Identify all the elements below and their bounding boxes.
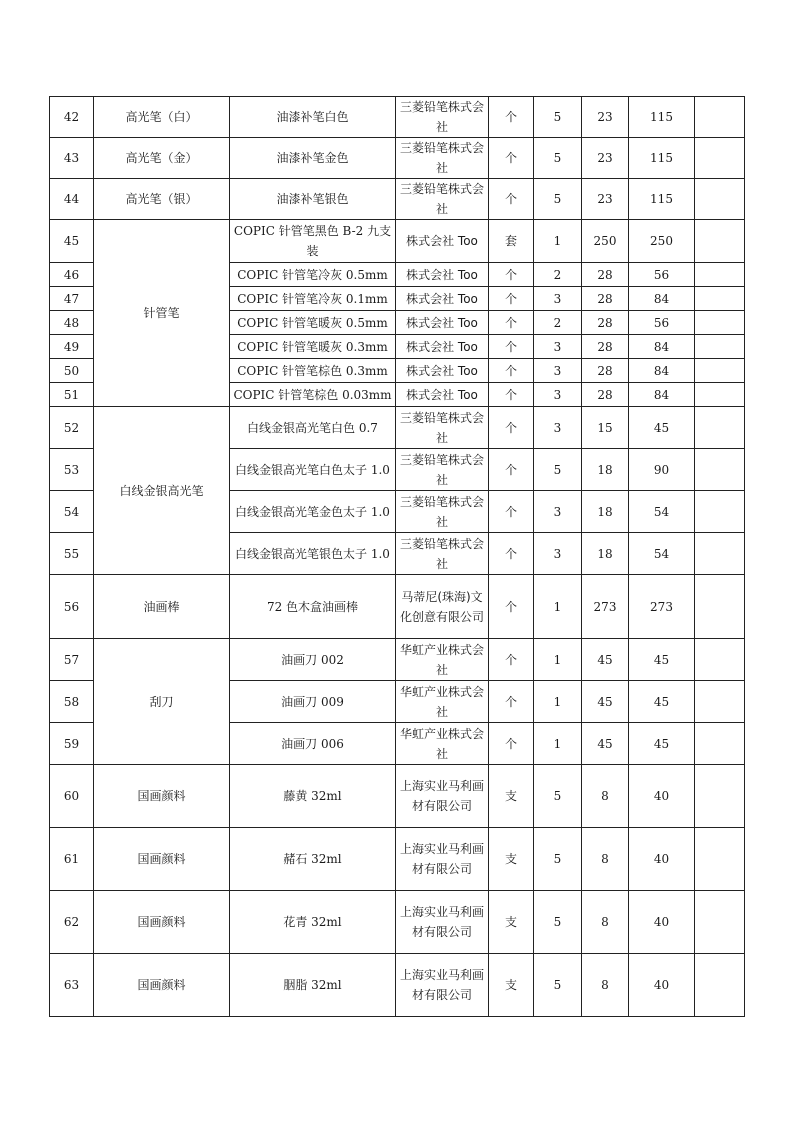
category-cell: 高光笔（银） — [94, 179, 230, 220]
unit-cell: 支 — [489, 765, 534, 828]
note-cell — [695, 179, 745, 220]
quantity-cell: 5 — [534, 828, 582, 891]
product-name: 花青 32ml — [230, 891, 396, 954]
manufacturer: 株式会社 Too — [396, 220, 489, 263]
table-row — [50, 828, 745, 891]
note-cell — [695, 311, 745, 335]
quantity-cell: 5 — [534, 138, 582, 179]
product-name: 72 色木盒油画棒 — [230, 575, 396, 639]
note-cell — [695, 407, 745, 449]
product-name: 白线金银高光笔金色太子 1.0 — [230, 491, 396, 533]
category-cell: 国画颜料 — [94, 765, 230, 828]
unit-price: 45 — [582, 723, 629, 765]
unit-cell: 个 — [489, 138, 534, 179]
row-number: 62 — [50, 891, 94, 954]
unit-price: 18 — [582, 449, 629, 491]
unit-cell: 个 — [489, 407, 534, 449]
product-name: 赭石 32ml — [230, 828, 396, 891]
table-row — [50, 891, 745, 954]
product-name: 油漆补笔银色 — [230, 179, 396, 220]
category-cell: 高光笔（金） — [94, 138, 230, 179]
unit-price: 28 — [582, 311, 629, 335]
manufacturer: 株式会社 Too — [396, 359, 489, 383]
product-name: 胭脂 32ml — [230, 954, 396, 1017]
note-cell — [695, 335, 745, 359]
row-number: 60 — [50, 765, 94, 828]
total-amount: 40 — [629, 828, 695, 891]
quantity-cell: 3 — [534, 287, 582, 311]
total-amount: 54 — [629, 491, 695, 533]
product-name: 油画刀 002 — [230, 639, 396, 681]
table-row — [50, 575, 745, 639]
quantity-cell: 1 — [534, 681, 582, 723]
note-cell — [695, 639, 745, 681]
unit-price: 273 — [582, 575, 629, 639]
total-amount: 45 — [629, 639, 695, 681]
row-number: 45 — [50, 220, 94, 263]
note-cell — [695, 449, 745, 491]
note-cell — [695, 533, 745, 575]
category-cell: 国画颜料 — [94, 954, 230, 1017]
quantity-cell: 3 — [534, 407, 582, 449]
unit-price: 28 — [582, 287, 629, 311]
quantity-cell: 1 — [534, 220, 582, 263]
unit-cell: 个 — [489, 311, 534, 335]
quantity-cell: 1 — [534, 723, 582, 765]
total-amount: 84 — [629, 383, 695, 407]
unit-cell: 个 — [489, 491, 534, 533]
category-cell: 刮刀 — [94, 639, 230, 765]
table-row — [50, 765, 745, 828]
unit-price: 8 — [582, 828, 629, 891]
row-number: 51 — [50, 383, 94, 407]
note-cell — [695, 765, 745, 828]
quantity-cell: 5 — [534, 97, 582, 138]
row-number: 63 — [50, 954, 94, 1017]
manufacturer: 三菱铅笔株式会社 — [396, 533, 489, 575]
note-cell — [695, 491, 745, 533]
unit-price: 23 — [582, 179, 629, 220]
manufacturer: 株式会社 Too — [396, 383, 489, 407]
manufacturer: 三菱铅笔株式会社 — [396, 449, 489, 491]
row-number: 50 — [50, 359, 94, 383]
note-cell — [695, 383, 745, 407]
unit-price: 8 — [582, 891, 629, 954]
quantity-cell: 5 — [534, 891, 582, 954]
unit-price: 23 — [582, 97, 629, 138]
note-cell — [695, 97, 745, 138]
unit-price: 28 — [582, 335, 629, 359]
note-cell — [695, 287, 745, 311]
total-amount: 56 — [629, 311, 695, 335]
row-number: 43 — [50, 138, 94, 179]
total-amount: 115 — [629, 97, 695, 138]
unit-price: 28 — [582, 383, 629, 407]
table-row — [50, 954, 745, 1017]
manufacturer: 三菱铅笔株式会社 — [396, 407, 489, 449]
total-amount: 250 — [629, 220, 695, 263]
row-number: 46 — [50, 263, 94, 287]
manufacturer: 上海实业马利画材有限公司 — [396, 891, 489, 954]
total-amount: 45 — [629, 681, 695, 723]
manufacturer: 上海实业马利画材有限公司 — [396, 828, 489, 891]
unit-price: 45 — [582, 681, 629, 723]
unit-cell: 个 — [489, 383, 534, 407]
table-row — [50, 639, 745, 681]
note-cell — [695, 359, 745, 383]
total-amount: 115 — [629, 179, 695, 220]
quantity-cell: 2 — [534, 311, 582, 335]
manufacturer: 三菱铅笔株式会社 — [396, 179, 489, 220]
unit-cell: 个 — [489, 533, 534, 575]
manufacturer: 华虹产业株式会社 — [396, 723, 489, 765]
row-number: 44 — [50, 179, 94, 220]
product-name: COPIC 针管笔棕色 0.3mm — [230, 359, 396, 383]
row-number: 55 — [50, 533, 94, 575]
manufacturer: 华虹产业株式会社 — [396, 681, 489, 723]
total-amount: 40 — [629, 765, 695, 828]
unit-cell: 个 — [489, 97, 534, 138]
total-amount: 115 — [629, 138, 695, 179]
row-number: 47 — [50, 287, 94, 311]
note-cell — [695, 220, 745, 263]
quantity-cell: 3 — [534, 335, 582, 359]
manufacturer: 上海实业马利画材有限公司 — [396, 765, 489, 828]
manufacturer: 株式会社 Too — [396, 287, 489, 311]
category-cell: 高光笔（白） — [94, 97, 230, 138]
manufacturer: 三菱铅笔株式会社 — [396, 138, 489, 179]
quantity-cell: 3 — [534, 491, 582, 533]
unit-cell: 个 — [489, 287, 534, 311]
unit-price: 18 — [582, 491, 629, 533]
row-number: 48 — [50, 311, 94, 335]
unit-price: 8 — [582, 954, 629, 1017]
note-cell — [695, 138, 745, 179]
quantity-cell: 5 — [534, 765, 582, 828]
unit-price: 45 — [582, 639, 629, 681]
total-amount: 54 — [629, 533, 695, 575]
table-row — [50, 138, 745, 179]
unit-cell: 个 — [489, 263, 534, 287]
note-cell — [695, 954, 745, 1017]
quantity-cell: 1 — [534, 639, 582, 681]
total-amount: 84 — [629, 287, 695, 311]
product-name: 白线金银高光笔白色 0.7 — [230, 407, 396, 449]
unit-price: 28 — [582, 359, 629, 383]
manufacturer: 马蒂尼(珠海)文化创意有限公司 — [396, 575, 489, 639]
total-amount: 90 — [629, 449, 695, 491]
total-amount: 40 — [629, 891, 695, 954]
product-name: 油画刀 006 — [230, 723, 396, 765]
product-name: 油漆补笔白色 — [230, 97, 396, 138]
row-number: 53 — [50, 449, 94, 491]
unit-price: 28 — [582, 263, 629, 287]
table-row — [50, 97, 745, 138]
quantity-cell: 3 — [534, 359, 582, 383]
row-number: 49 — [50, 335, 94, 359]
total-amount: 40 — [629, 954, 695, 1017]
row-number: 52 — [50, 407, 94, 449]
manufacturer: 上海实业马利画材有限公司 — [396, 954, 489, 1017]
note-cell — [695, 263, 745, 287]
quantity-cell: 3 — [534, 533, 582, 575]
category-cell: 国画颜料 — [94, 828, 230, 891]
product-name: COPIC 针管笔暖灰 0.5mm — [230, 311, 396, 335]
unit-price: 23 — [582, 138, 629, 179]
product-name: COPIC 针管笔黑色 B-2 九支装 — [230, 220, 396, 263]
note-cell — [695, 828, 745, 891]
unit-price: 250 — [582, 220, 629, 263]
row-number: 58 — [50, 681, 94, 723]
category-cell: 针管笔 — [94, 220, 230, 407]
product-name: 白线金银高光笔银色太子 1.0 — [230, 533, 396, 575]
unit-cell: 支 — [489, 954, 534, 1017]
unit-price: 15 — [582, 407, 629, 449]
row-number: 61 — [50, 828, 94, 891]
total-amount: 45 — [629, 407, 695, 449]
table-body — [50, 97, 745, 1017]
note-cell — [695, 723, 745, 765]
quantity-cell: 2 — [534, 263, 582, 287]
unit-cell: 个 — [489, 359, 534, 383]
total-amount: 84 — [629, 359, 695, 383]
row-number: 42 — [50, 97, 94, 138]
manufacturer: 株式会社 Too — [396, 263, 489, 287]
unit-cell: 套 — [489, 220, 534, 263]
manufacturer: 三菱铅笔株式会社 — [396, 491, 489, 533]
unit-price: 8 — [582, 765, 629, 828]
manufacturer: 株式会社 Too — [396, 311, 489, 335]
note-cell — [695, 681, 745, 723]
product-name: COPIC 针管笔冷灰 0.1mm — [230, 287, 396, 311]
unit-cell: 支 — [489, 828, 534, 891]
product-name: 白线金银高光笔白色太子 1.0 — [230, 449, 396, 491]
table-row — [50, 407, 745, 449]
unit-cell: 个 — [489, 639, 534, 681]
product-name: COPIC 针管笔棕色 0.03mm — [230, 383, 396, 407]
total-amount: 273 — [629, 575, 695, 639]
quantity-cell: 3 — [534, 383, 582, 407]
row-number: 59 — [50, 723, 94, 765]
quantity-cell: 5 — [534, 954, 582, 1017]
quantity-cell: 5 — [534, 449, 582, 491]
table-row — [50, 220, 745, 263]
category-cell: 白线金银高光笔 — [94, 407, 230, 575]
unit-cell: 个 — [489, 575, 534, 639]
product-name: 藤黄 32ml — [230, 765, 396, 828]
manufacturer: 三菱铅笔株式会社 — [396, 97, 489, 138]
total-amount: 56 — [629, 263, 695, 287]
unit-cell: 个 — [489, 335, 534, 359]
product-name: 油漆补笔金色 — [230, 138, 396, 179]
manufacturer: 华虹产业株式会社 — [396, 639, 489, 681]
quantity-cell: 5 — [534, 179, 582, 220]
unit-cell: 个 — [489, 681, 534, 723]
product-name: COPIC 针管笔冷灰 0.5mm — [230, 263, 396, 287]
unit-cell: 支 — [489, 891, 534, 954]
note-cell — [695, 575, 745, 639]
row-number: 57 — [50, 639, 94, 681]
unit-price: 18 — [582, 533, 629, 575]
total-amount: 45 — [629, 723, 695, 765]
quantity-cell: 1 — [534, 575, 582, 639]
row-number: 56 — [50, 575, 94, 639]
unit-cell: 个 — [489, 179, 534, 220]
category-cell: 国画颜料 — [94, 891, 230, 954]
unit-cell: 个 — [489, 723, 534, 765]
unit-cell: 个 — [489, 449, 534, 491]
row-number: 54 — [50, 491, 94, 533]
total-amount: 84 — [629, 335, 695, 359]
product-name: 油画刀 009 — [230, 681, 396, 723]
category-cell: 油画棒 — [94, 575, 230, 639]
supplies-table — [49, 96, 745, 1017]
product-name: COPIC 针管笔暖灰 0.3mm — [230, 335, 396, 359]
manufacturer: 株式会社 Too — [396, 335, 489, 359]
note-cell — [695, 891, 745, 954]
table-row — [50, 179, 745, 220]
